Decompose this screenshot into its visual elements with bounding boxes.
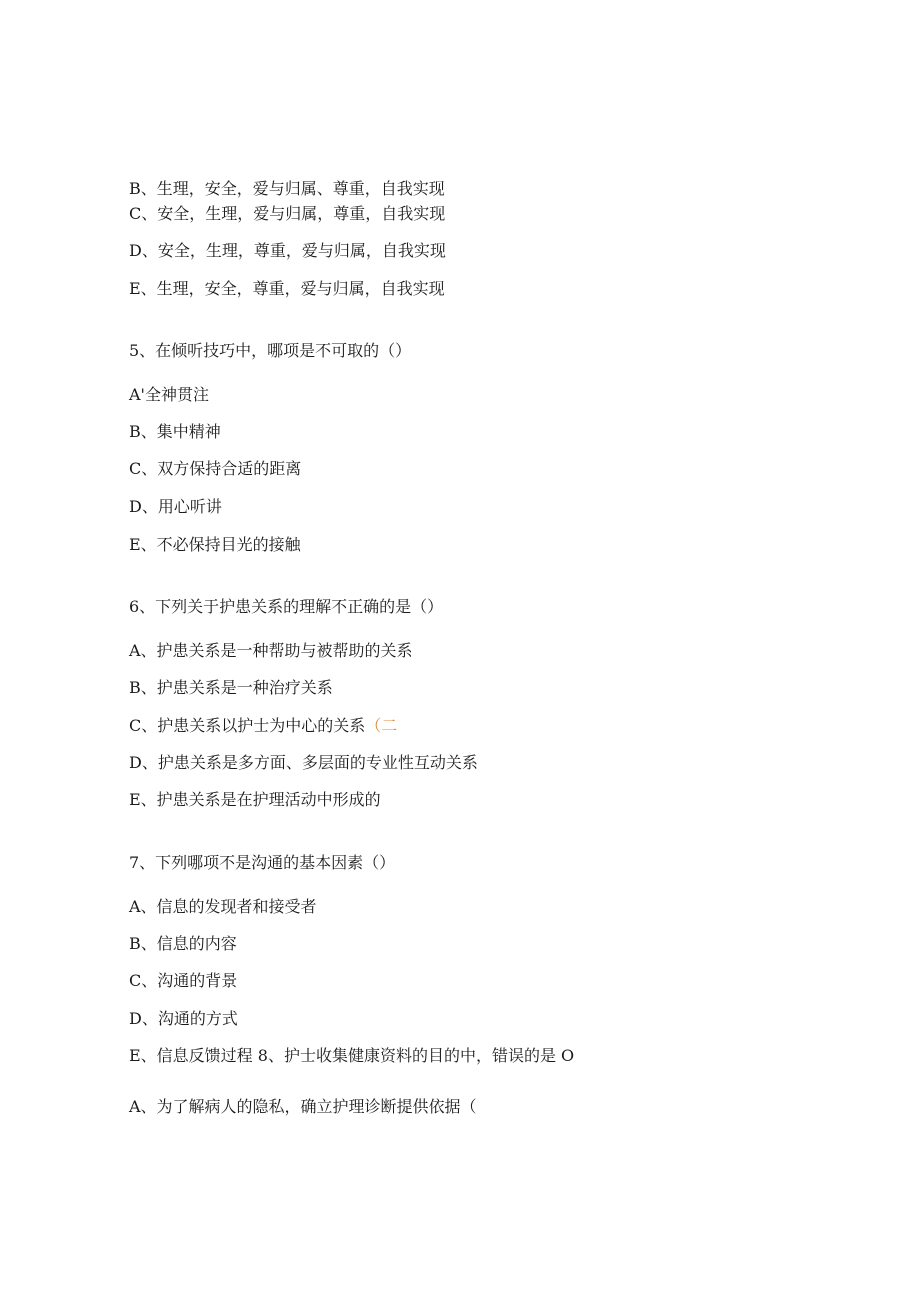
option-line: D、护患关系是多方面、多层面的专业性互动关系 (129, 753, 478, 772)
option-line: D、安全，生理，尊重，爱与归属，自我实现 (129, 241, 446, 260)
option-line: E、信息反馈过程 8、护士收集健康资料的目的中，错误的是 O (129, 1046, 575, 1065)
option-line: A、信息的发现者和接受者 (129, 897, 317, 916)
option-text: C、护患关系以护士为中心的关系 (129, 716, 366, 735)
option-line: E、生理，安全，尊重，爱与归属，自我实现 (129, 279, 445, 298)
question-line: 7、下列哪项不是沟通的基本因素（） (129, 853, 396, 872)
question-line: 5、在倾听技巧中，哪项是不可取的（） (129, 341, 412, 360)
answer-mark: （二 (365, 716, 398, 735)
option-line: C、安全，生理，爱与归属，尊重，自我实现 (129, 204, 446, 223)
option-line: A、为了解病人的隐私，确立护理诊断提供依据（ (129, 1097, 477, 1116)
question-line: 6、下列关于护患关系的理解不正确的是（） (129, 597, 444, 616)
option-line: D、沟通的方式 (129, 1009, 238, 1028)
option-line: D、用心听讲 (129, 497, 222, 516)
option-line: C、双方保持合适的距离 (129, 459, 302, 478)
option-line (129, 715, 397, 737)
option-line: B、信息的内容 (129, 934, 237, 953)
option-line: A、护患关系是一种帮助与被帮助的关系 (129, 641, 413, 660)
option-line: E、不必保持目光的接触 (129, 535, 301, 554)
option-line: B、生理，安全，爱与归属、尊重，自我实现 (129, 179, 445, 198)
option-line: C、沟通的背景 (129, 971, 238, 990)
option-line: A'全神贯注 (129, 385, 209, 404)
option-line: B、护患关系是一种治疗关系 (129, 678, 333, 697)
option-line: E、护患关系是在护理活动中形成的 (129, 790, 381, 809)
option-line: B、集中精神 (129, 422, 221, 441)
